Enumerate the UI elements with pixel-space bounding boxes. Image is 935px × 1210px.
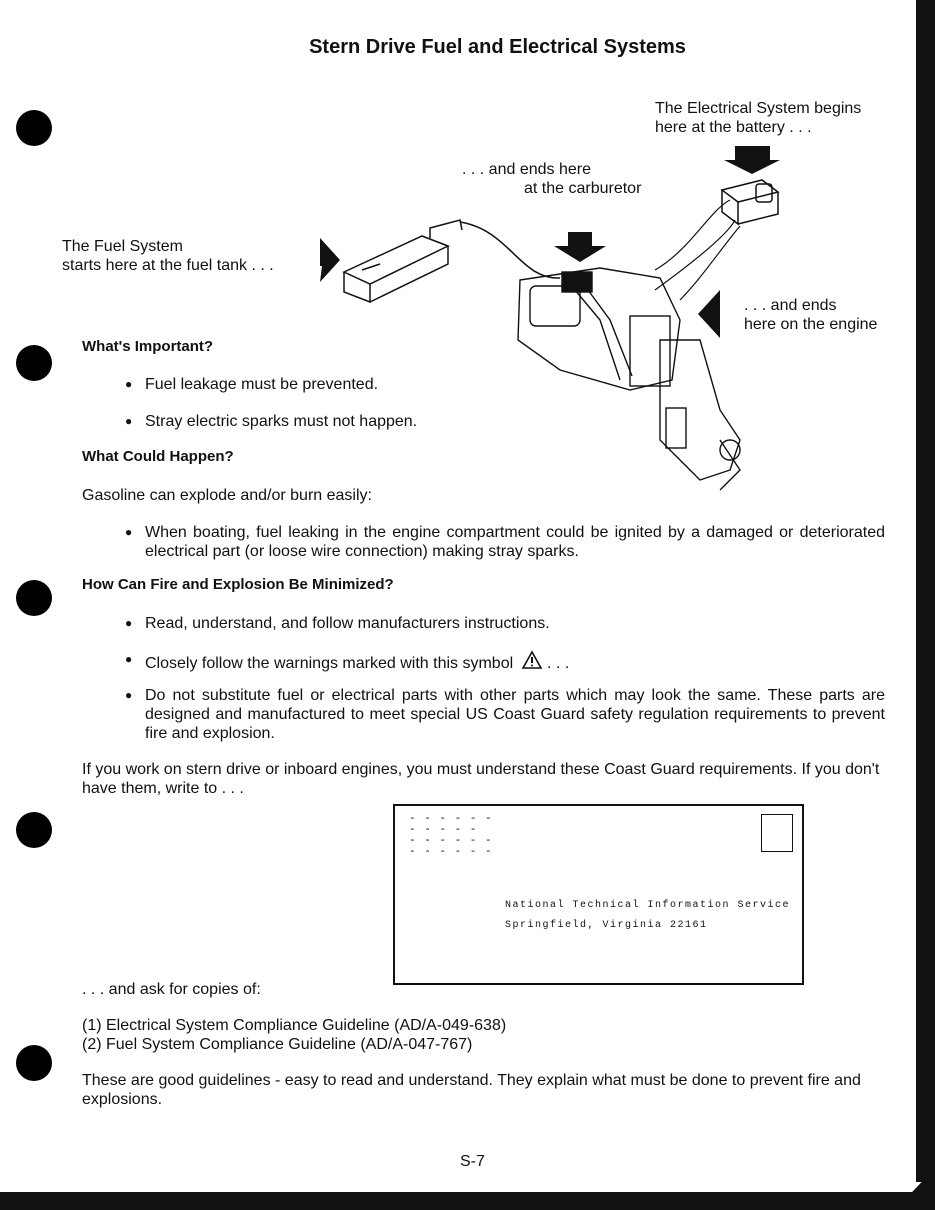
callout-battery-line2: here at the battery . . . <box>655 119 812 136</box>
callout-engine-line1: . . . and ends <box>744 297 837 314</box>
scan-corner <box>895 1168 935 1210</box>
callout-carburetor-line2: at the carburetor <box>524 180 642 197</box>
callout-fuel-tank-line2: starts here at the fuel tank . . . <box>62 257 274 274</box>
envelope-address <box>505 896 790 936</box>
closing-paragraph: These are good guidelines - easy to read and understand. They explain what must be done to prevent fire and explosions. <box>82 1072 861 1108</box>
could-happen-bullet: ● When boating, fuel leaking in the engine compartment could be ignited by a damaged or deteriorated electrical part (or loose wire connection) making stray sparks. <box>145 523 885 561</box>
page-title: Stern Drive Fuel and Electrical Systems <box>309 36 686 58</box>
scan-border-bottom <box>0 1192 935 1210</box>
guideline-item: (1) Electrical System Compliance Guideline (AD/A-049-638) <box>82 1017 507 1034</box>
minimize-bullet-2-suffix: . . . <box>547 655 570 672</box>
callout-fuel-tank <box>62 237 274 275</box>
battery-illustration <box>722 180 778 224</box>
guideline-item: (2) Fuel System Compliance Guideline (AD/A-047-767) <box>82 1036 473 1053</box>
callout-battery <box>655 99 861 137</box>
binder-hole <box>16 345 52 381</box>
engine-illustration <box>518 268 740 490</box>
callout-engine-line2: here on the engine <box>744 316 878 333</box>
minimize-bullet-2 <box>145 650 569 673</box>
binder-hole <box>16 812 52 848</box>
callout-carburetor <box>462 160 641 198</box>
envelope-illustration <box>393 804 804 985</box>
callout-engine <box>744 296 877 334</box>
minimize-bullet-3: ● Do not substitute fuel or electrical parts with other parts which may look the same. These parts are designed and manufactured to meet special US Coast Guard safety regulation requirements to prevent fire and explosion. <box>145 686 885 743</box>
callout-battery-line1: The Electrical System begins <box>655 100 862 117</box>
binder-hole <box>16 580 52 616</box>
envelope-address-line2: Springfield, Virginia 22161 <box>505 920 708 931</box>
minimize-bullet-1: ● Read, understand, and follow manufacturers instructions. <box>145 614 550 633</box>
binder-hole <box>16 110 52 146</box>
battery-arrow-icon <box>724 146 780 174</box>
binder-hole <box>16 1045 52 1081</box>
callout-fuel-tank-line1: The Fuel System <box>62 238 183 255</box>
engine-arrow-icon <box>698 290 720 338</box>
fuel-tank-illustration <box>344 220 462 302</box>
warning-triangle-icon <box>521 650 543 670</box>
if-you-work-paragraph: If you work on stern drive or inboard engines, you must understand these Coast Guard requirements. If you don't have them, write to . . . <box>82 761 880 797</box>
heading-minimize: How Can Fire and Explosion Be Minimized? <box>82 576 394 593</box>
scan-border-right <box>916 0 935 1182</box>
heading-whats-important: What's Important? <box>82 338 214 355</box>
envelope-address-line1: National Technical Information Service <box>505 900 791 911</box>
important-bullet-2: ● Stray electric sparks must not happen. <box>145 412 417 431</box>
return-address-placeholder: - - - - - - - - - - - - - - - - - - - - - - - <box>409 813 493 858</box>
minimize-bullet-2-text: Closely follow the warnings marked with this symbol <box>145 655 514 672</box>
page-number: S-7 <box>460 1153 485 1170</box>
stamp-box <box>761 814 793 852</box>
heading-what-could-happen: What Could Happen? <box>82 448 234 465</box>
fuel-tank-arrow-icon <box>320 238 340 282</box>
ask-copies: . . . and ask for copies of: <box>82 981 261 998</box>
important-bullet-1: ● Fuel leakage must be prevented. <box>145 375 378 394</box>
could-happen-intro: Gasoline can explode and/or burn easily: <box>82 487 372 504</box>
carburetor-arrow-icon <box>554 232 606 262</box>
guidelines-list <box>82 1016 506 1054</box>
callout-carburetor-line1: . . . and ends here <box>462 161 591 178</box>
